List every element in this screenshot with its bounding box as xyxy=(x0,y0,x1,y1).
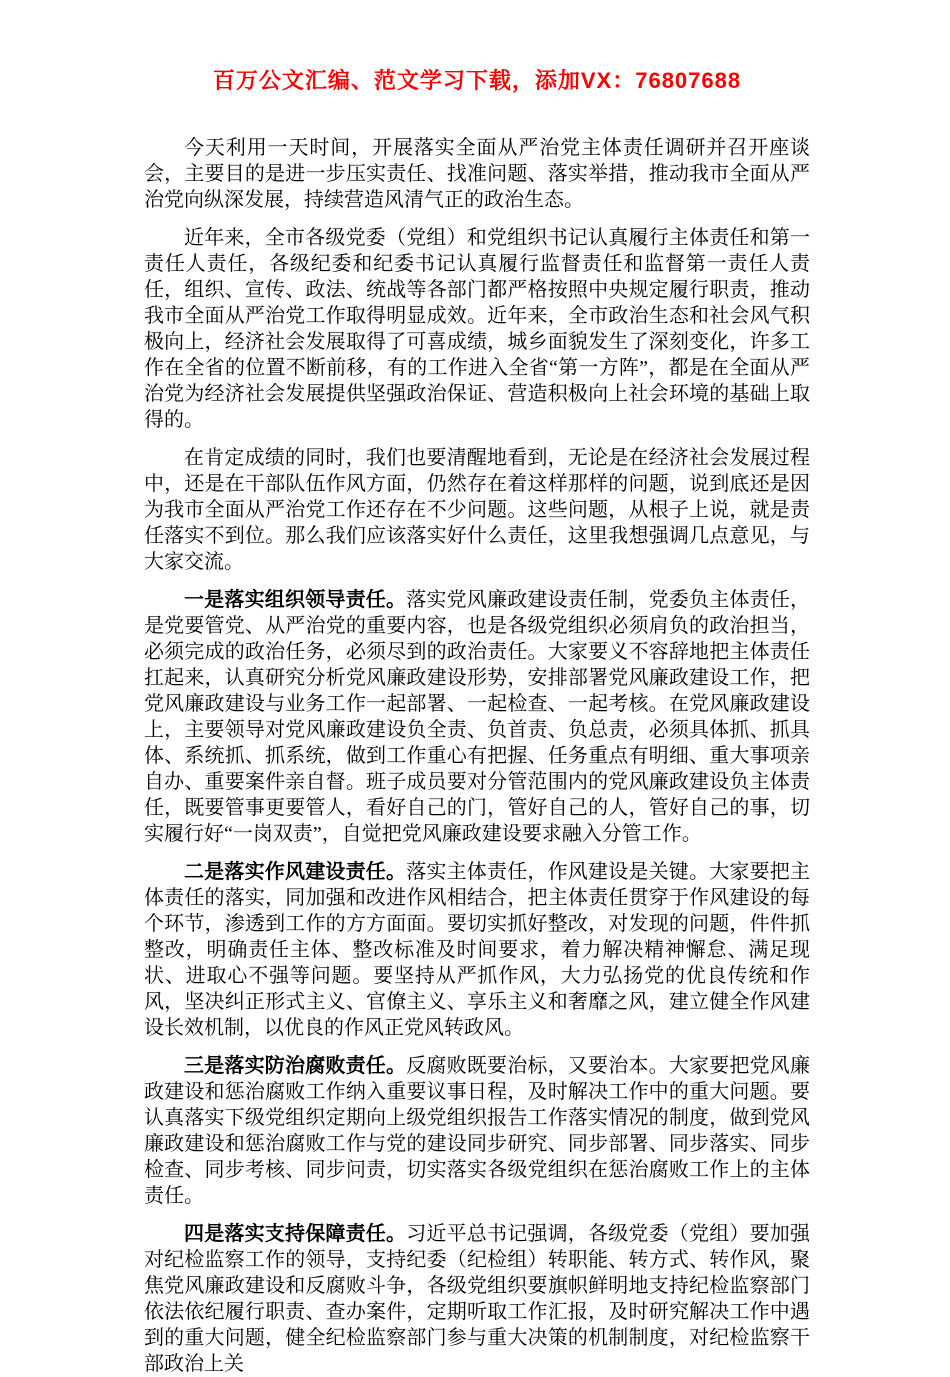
paragraph-point-3 xyxy=(144,1053,810,1209)
paragraph-point-4 xyxy=(144,1221,810,1377)
paragraph-point-1 xyxy=(144,587,810,847)
promo-banner: 百万公文汇编、范文学习下载，添加VX：76807688 xyxy=(212,68,742,93)
paragraph-point-1-text: 落实党风廉政建设责任制，党委负主体责任，是党要管党、从严治党的重要内容，也是各级党组织必须肩负的政治担当，必须完成的政治任务，必须尽到的政治责任。大家要义不容辞地把主体责任扛起来，认真研究分析党风廉政建设形势，安排部署党风廉政建设工作，把党风廉政建设与业务工作一起部署、一起检查、一起考核。在党风廉政建设上，主要领导对党风廉政建设负全责、负首责、负总责，必须具体抓、抓具体、系统抓、抓系统，做到工作重心有把握、任务重点有明细、重大事项亲自办、重要案件亲自督。班子成员要对分管范围内的党风廉政建设负主体责任，既要管事更要管人，看好自己的门，管好自己的人，管好自己的事，切实履行好“一岗双责”，自觉把党风廉政建设要求融入分管工作。 xyxy=(144,589,811,845)
paragraph-problems-text: 在肯定成绩的同时，我们也要清醒地看到，无论是在经济社会发展过程中，还是在干部队伍作风方面，仍然存在着这样那样的问题，说到底还是因为我市全面从严治党工作还存在不少问题。这些问题，从根子上说，就是责任落实不到位。那么我们应该落实好什么责任，这里我想强调几点意见，与大家交流。 xyxy=(144,447,810,573)
paragraph-intro-text: 今天利用一天时间，开展落实全面从严治党主体责任调研并召开座谈会，主要目的是进一步压实责任、找准问题、落实举措，推动我市全面从严治党向纵深发展，持续营造风清气正的政治生态。 xyxy=(144,137,810,211)
paragraph-point-2-text: 落实主体责任，作风建设是关键。大家要把主体责任的落实，同加强和改进作风相结合，把主体责任贯穿于作风建设的每个环节，渗透到工作的方方面面。要切实抓好整改，对发现的问题，件件抓整改，明确责任主体、整改标准及时间要求，着力解决精神懈怠、满足现状、进取心不强等问题。要坚持从严抓作风，大力弘扬党的优良传统和作风，坚决纠正形式主义、官僚主义、享乐主义和奢靡之风，建立健全作风建设长效机制，以优良的作风正党风转政风。 xyxy=(144,861,811,1039)
paragraph-problems xyxy=(144,445,810,575)
paragraph-point-2-lead: 二是落实作风建设责任。 xyxy=(184,861,407,883)
paragraph-achievements xyxy=(144,225,810,433)
paragraph-point-2 xyxy=(144,859,810,1041)
paragraph-point-4-lead: 四是落实支持保障责任。 xyxy=(184,1223,407,1245)
paragraph-intro xyxy=(144,135,810,213)
paragraph-point-1-lead: 一是落实组织领导责任。 xyxy=(184,589,407,611)
paragraph-point-4-text: 习近平总书记强调，各级党委（党组）要加强对纪检监察工作的领导，支持纪委（纪检组）转职能、转方式、转作风，聚焦党风廉政建设和反腐败斗争，各级党组织要旗帜鲜明地支持纪检监察部门依法依纪履行职责、查办案件，定期听取工作汇报，及时研究解决工作中遇到的重大问题，健全纪检监察部门参与重大决策的机制制度，对纪检监察干部政治上关 xyxy=(144,1223,811,1375)
paragraph-point-3-text: 反腐败既要治标，又要治本。大家要把党风廉政建设和惩治腐败工作纳入重要议事日程，及时解决工作中的重大问题。要认真落实下级党组织定期向上级党组织报告工作落实情况的制度，做到党风廉政建设和惩治腐败工作与党的建设同步研究、同步部署、同步落实、同步检查、同步考核、同步问责，切实落实各级党组织在惩治腐败工作上的主体责任。 xyxy=(144,1055,811,1207)
paragraph-achievements-text: 近年来，全市各级党委（党组）和党组织书记认真履行主体责任和第一责任人责任，各级纪委和纪委书记认真履行监督责任和监督第一责任人责任，组织、宣传、政法、统战等各部门都严格按照中央规定履行职责，推动我市全面从严治党工作取得明显成效。近年来，全市政治生态和社会风气积极向上，经济社会发展取得了可喜成绩，城乡面貌发生了深刻变化，许多工作在全省的位置不断前移，有的工作进入全省“第一方阵”，都是在全面从严治党为经济社会发展提供坚强政治保证、营造积极向上社会环境的基础上取得的。 xyxy=(144,227,810,431)
paragraph-point-3-lead: 三是落实防治腐败责任。 xyxy=(184,1055,407,1077)
